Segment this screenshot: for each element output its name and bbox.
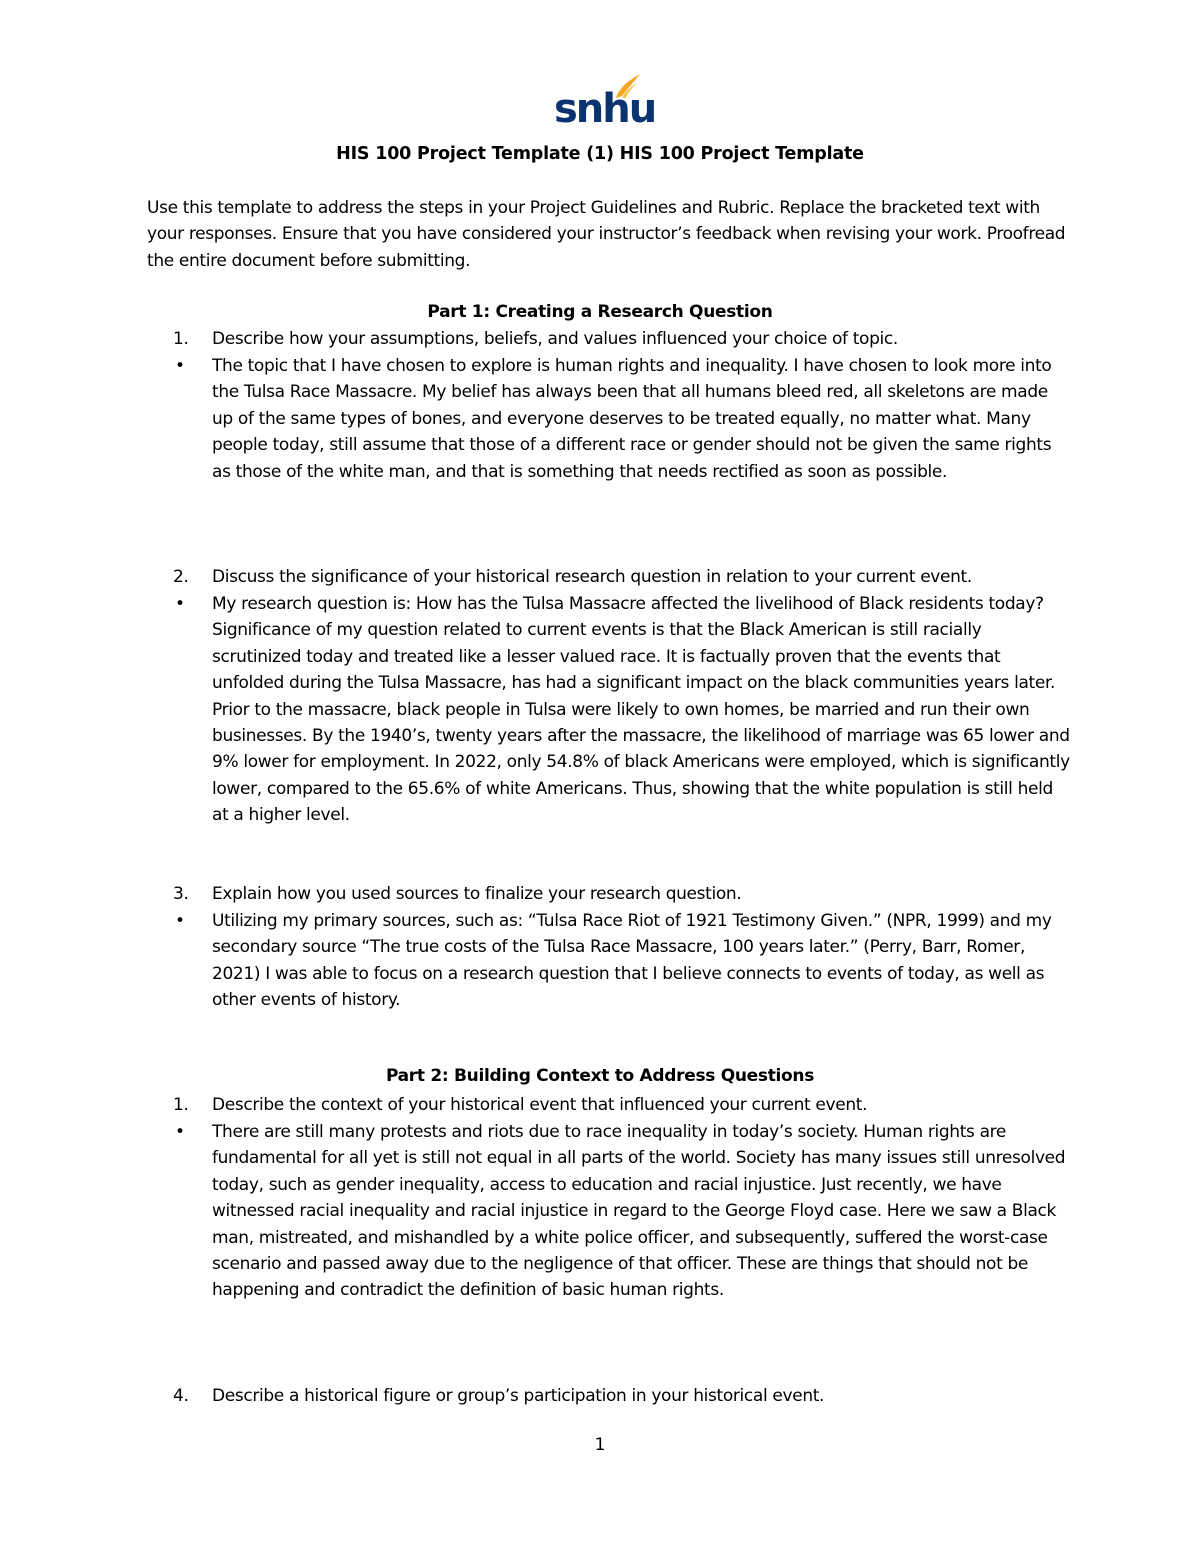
question-text: Describe a historical figure or group’s participation in your historical event. [212, 1386, 825, 1406]
answer-text: The topic that I have chosen to explore is human rights and inequality. I have chosen to look more into the Tulsa Race Massacre. My belief has always been that all humans bleed red, all skeletons are made up of the same types of bones, and everyone deserves to be treated equally, no matter what. Many people today, still assume that those of a different race or gender should not be given the same rights as those of the white man, and that is something that needs rectified as soon as possible. [212, 356, 1052, 482]
part2-heading: Part 2: Building Context to Address Questions [385, 1066, 815, 1086]
bullet-icon: • [175, 911, 185, 931]
question-text: Describe the context of your historical event that influenced your current event. [212, 1095, 868, 1115]
document-title: HIS 100 Project Template (1) HIS 100 Project Template [336, 144, 864, 164]
item-number: 3. [173, 884, 189, 904]
snhu-logo [554, 72, 656, 134]
logo-wordmark: snhu [554, 86, 656, 132]
item-number: 1. [173, 329, 189, 349]
question-text: Explain how you used sources to finalize your research question. [212, 884, 742, 904]
answer-text: There are still many protests and riots due to race inequality in today’s society. Human rights are fundamental for all yet is still not equal in all parts of the world. Society has many issues still unresolved today, such as gender inequality, access to education and racial injustice. Just recently, we have witnessed racial inequality and racial injustice in regard to the George Floyd case. Here we saw a Black man, mistreated, and mishandled by a white police officer, and subsequently, suffered the worst-case scenario and passed away due to the negligence of that officer. These are things that should not be happening and contradict the definition of basic human rights. [212, 1122, 1066, 1301]
question-text: Discuss the significance of your historical research question in relation to your current event. [212, 567, 972, 587]
page-number: 1 [594, 1435, 606, 1455]
answer-text: Utilizing my primary sources, such as: “Tulsa Race Riot of 1921 Testimony Given.” (NPR, 1999) and my secondary source “The true costs of the Tulsa Race Massacre, 100 years later.” (Perry, Barr, Romer, 2021) I was able to focus on a research question that I believe connects to events of today, as well as other events of history. [212, 911, 1052, 1011]
intro-paragraph: Use this template to address the steps in your Project Guidelines and Rubric. Replace the bracketed text with your responses. Ensure that you have considered your instructor’s feedback when revising your work. Proofread the entire document before submitting. [147, 198, 1066, 271]
item-number: 2. [173, 567, 189, 587]
question-text: Describe how your assumptions, beliefs, and values influenced your choice of topic. [212, 329, 898, 349]
bullet-icon: • [175, 1122, 185, 1142]
item-number: 1. [173, 1095, 189, 1115]
answer-text: My research question is: How has the Tulsa Massacre affected the livelihood of Black residents today? Significance of my question related to current events is that the Black American is still racially scrutinized today and treated like a lesser valued race. It is factually proven that the events that unfolded during the Tulsa Massacre, has had a significant impact on the black communities years later. Prior to the massacre, black people in Tulsa were likely to own homes, be married and run their own businesses. By the 1940’s, twenty years after the massacre, the likelihood of marriage was 65 lower and 9% lower for employment. In 2022, only 54.8% of black Americans were employed, which is significantly lower, compared to the 65.6% of white Americans. Thus, showing that the white population is still held at a higher level. [212, 594, 1070, 826]
bullet-icon: • [175, 356, 185, 376]
bullet-icon: • [175, 594, 185, 614]
part1-heading: Part 1: Creating a Research Question [427, 302, 773, 322]
item-number: 4. [173, 1386, 189, 1406]
